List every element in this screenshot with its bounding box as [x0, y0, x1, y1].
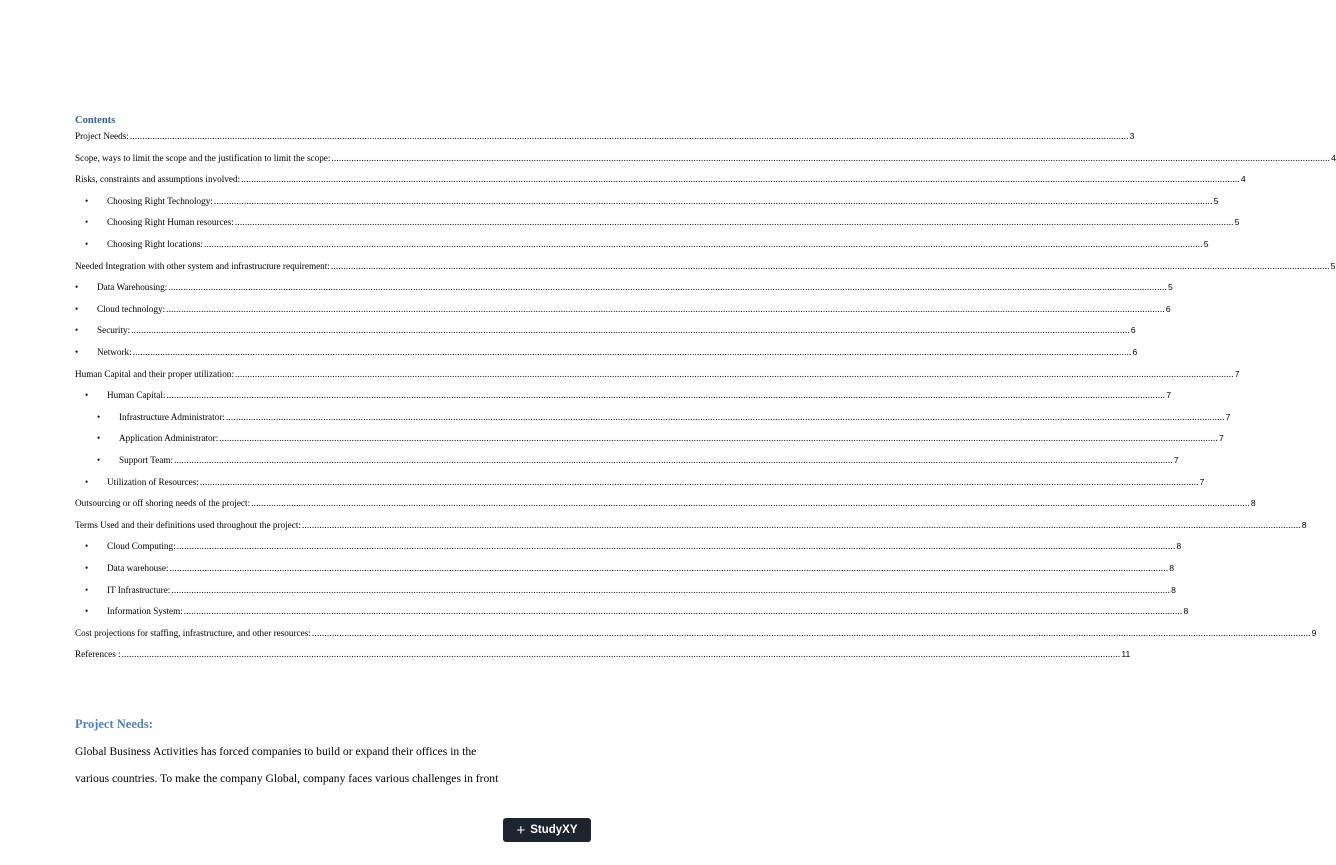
toc-leader-dots: ................................................................................................................................................................................................................................................................................................................................................................................................................ [166, 390, 1166, 401]
toc-entry[interactable] [75, 325, 1136, 336]
toc-entry-page: 8 [1169, 563, 1175, 573]
toc-leader-dots: ................................................................................................................................................................................................................................................................................................................................................................................................................ [132, 347, 1132, 357]
toc-entry-label: References : [75, 649, 121, 660]
toc-leader-dots: ................................................................................................................................................................................................................................................................................................................................................................................................................ [225, 411, 1225, 422]
toc-entry[interactable] [75, 519, 1307, 531]
toc-entry-label: Cloud Computing: [107, 541, 176, 552]
toc-entry-label: Data Warehousing: [97, 282, 168, 293]
toc-leader-dots: ................................................................................................................................................................................................................................................................................................................................................................................................................ [176, 541, 1176, 552]
toc-leader-dots: ................................................................................................................................................................................................................................................................................................................................................................................................................ [213, 195, 1213, 206]
toc-leader-dots: ................................................................................................................................................................................................................................................................................................................................................................................................................ [129, 131, 1129, 141]
toc-entry[interactable] [85, 606, 1189, 617]
toc-entry-page: 6 [1165, 303, 1171, 314]
bullet-icon: • [85, 217, 89, 228]
toc-entry-label: Infrastructure Administrator: [119, 411, 225, 422]
toc-leader-dots: ................................................................................................................................................................................................................................................................................................................................................................................................................ [174, 455, 1173, 465]
toc-entry[interactable] [75, 282, 1173, 293]
toc-entry-page: 6 [1132, 347, 1138, 357]
bullet-icon: • [75, 347, 79, 357]
toc-entry-label: Application Administrator: [119, 433, 219, 444]
toc-entry[interactable] [97, 455, 1179, 466]
toc-entry-label: Project Needs: [75, 131, 129, 141]
toc-entry[interactable] [85, 541, 1182, 552]
toc-entry[interactable] [85, 239, 1209, 250]
toc-entry-page: 5 [1168, 282, 1173, 293]
toc-leader-dots: ................................................................................................................................................................................................................................................................................................................................................................................................................ [183, 606, 1183, 617]
toc-entry[interactable] [75, 649, 1131, 660]
toc-entry[interactable] [97, 411, 1231, 423]
toc-leader-dots: ................................................................................................................................................................................................................................................................................................................................................................................................................ [169, 563, 1169, 573]
toc-entry-page: 5 [1203, 239, 1209, 249]
toc-entry[interactable] [75, 174, 1246, 185]
toc-entry[interactable] [97, 433, 1224, 444]
toc-entry-label: Terms Used and their definitions used throughout the project: [75, 519, 301, 530]
toc-entry[interactable] [75, 627, 1317, 639]
bullet-icon: • [85, 195, 89, 206]
toc-entry-label: Choosing Right locations: [107, 239, 203, 249]
bullet-icon: • [85, 476, 89, 487]
studyxy-badge[interactable] [503, 818, 591, 842]
toc-entry[interactable] [85, 563, 1175, 574]
toc-leader-dots: ................................................................................................................................................................................................................................................................................................................................................................................................................ [301, 519, 1301, 530]
toc-entry[interactable] [75, 368, 1240, 380]
toc-entry-page: 6 [1130, 325, 1136, 336]
toc-leader-dots: ................................................................................................................................................................................................................................................................................................................................................................................................................ [241, 174, 1240, 185]
toc-entry[interactable] [85, 584, 1176, 596]
toc-entry-label: Data warehouse: [107, 563, 169, 573]
bullet-icon: • [97, 455, 101, 465]
toc-entry[interactable] [85, 476, 1205, 488]
toc-entry-page: 8 [1183, 606, 1189, 617]
toc-leader-dots: ................................................................................................................................................................................................................................................................................................................................................................................................................ [331, 152, 1331, 163]
toc-entry-label: Risks, constraints and assumptions involved: [75, 174, 241, 185]
toc-entry-page: 7 [1166, 390, 1171, 401]
toc-entry[interactable] [75, 303, 1171, 315]
toc-entry-label: Choosing Right Human resources: [107, 217, 234, 228]
toc-leader-dots: ................................................................................................................................................................................................................................................................................................................................................................................................................ [121, 649, 1121, 660]
toc-entry-label: Support Team: [119, 455, 174, 465]
toc-leader-dots: ................................................................................................................................................................................................................................................................................................................................................................................................................ [234, 368, 1234, 379]
toc-leader-dots: ................................................................................................................................................................................................................................................................................................................................................................................................................ [311, 627, 1311, 638]
bullet-icon: • [85, 563, 89, 573]
section-heading: Project Needs: [75, 717, 153, 731]
bullet-icon: • [97, 411, 101, 422]
toc-entry-label: Network: [97, 347, 132, 357]
toc-entry-label: Information System: [107, 606, 183, 617]
bullet-icon: • [75, 282, 79, 293]
toc-entry-page: 3 [1129, 131, 1135, 141]
toc-entry-label: IT Infrastructure: [107, 584, 171, 595]
toc-entry[interactable] [85, 390, 1171, 401]
toc-entry-page: 7 [1225, 411, 1231, 422]
toc-entry-page: 4 [1240, 174, 1246, 185]
bullet-icon: • [97, 433, 101, 444]
toc-entry-label: Cost projections for staffing, infrastructure, and other resources: [75, 627, 311, 638]
toc-entry[interactable] [75, 498, 1256, 509]
toc-entry-page: 5 [1234, 217, 1240, 228]
toc-entry-label: Outsourcing or off shoring needs of the project: [75, 498, 251, 509]
toc-entry[interactable] [85, 217, 1240, 228]
toc-leader-dots: ................................................................................................................................................................................................................................................................................................................................................................................................................ [131, 325, 1130, 336]
toc-entry-page: 5 [1330, 260, 1336, 271]
toc-entry-label: Security: [97, 325, 131, 336]
bullet-icon: • [85, 390, 89, 401]
toc-leader-dots: ................................................................................................................................................................................................................................................................................................................................................................................................................ [251, 498, 1250, 509]
toc-entry-page: 4 [1331, 152, 1336, 163]
toc-entry-page: 7 [1219, 433, 1224, 444]
bullet-icon: • [85, 606, 89, 617]
plus-icon: + [516, 821, 526, 839]
toc-entry-page: 7 [1173, 455, 1179, 465]
toc-entry-label: Cloud technology: [97, 303, 166, 314]
toc-entry-label: Human Capital: [107, 390, 166, 401]
toc-entry-page: 8 [1250, 498, 1256, 509]
toc-entry-label: Human Capital and their proper utilization: [75, 368, 234, 379]
toc-entry-label: Scope, ways to limit the scope and the justification to limit the scope: [75, 152, 331, 163]
toc-leader-dots: ................................................................................................................................................................................................................................................................................................................................................................................................................ [203, 239, 1203, 249]
toc-leader-dots: ................................................................................................................................................................................................................................................................................................................................................................................................................ [171, 584, 1171, 595]
paragraph-line: Global Business Activities has forced companies to build or expand their offices in the [75, 745, 477, 758]
toc-leader-dots: ................................................................................................................................................................................................................................................................................................................................................................................................................ [199, 476, 1199, 487]
bullet-icon: • [75, 325, 79, 336]
toc-entry[interactable] [75, 152, 1336, 164]
bullet-icon: • [85, 584, 89, 595]
toc-leader-dots: ................................................................................................................................................................................................................................................................................................................................................................................................................ [330, 260, 1330, 271]
toc-entry-label: Utilization of Resources: [107, 476, 199, 487]
toc-leader-dots: ................................................................................................................................................................................................................................................................................................................................................................................................................ [168, 282, 1168, 293]
contents-heading: Contents [75, 115, 116, 126]
toc-entry-page: 7 [1199, 476, 1205, 487]
toc-entry-page: 8 [1171, 584, 1176, 595]
bullet-icon: • [85, 541, 89, 552]
toc-entry-page: 7 [1234, 368, 1240, 379]
toc-entry-label: Choosing Right Technology: [107, 195, 213, 206]
toc-entry-label: Needed Integration with other system and infrastructure requirement: [75, 260, 330, 271]
toc-entry-page: 8 [1301, 519, 1307, 530]
toc-entry-page: 11 [1121, 649, 1131, 660]
bullet-icon: • [85, 239, 89, 249]
toc-leader-dots: ................................................................................................................................................................................................................................................................................................................................................................................................................ [166, 303, 1165, 314]
toc-entry-page: 8 [1176, 541, 1182, 552]
toc-leader-dots: ................................................................................................................................................................................................................................................................................................................................................................................................................ [219, 433, 1219, 444]
badge-label: StudyXY [530, 824, 578, 836]
toc-entry[interactable] [75, 131, 1135, 142]
toc-entry[interactable] [85, 195, 1219, 207]
toc-entry-page: 9 [1311, 627, 1317, 638]
bullet-icon: • [75, 303, 79, 314]
paragraph-line: various countries. To make the company Global, company faces various challenges in front [75, 772, 499, 785]
toc-entry[interactable] [75, 260, 1336, 272]
toc-entry[interactable] [75, 347, 1138, 358]
toc-entry-page: 5 [1213, 195, 1219, 206]
toc-leader-dots: ................................................................................................................................................................................................................................................................................................................................................................................................................ [234, 217, 1234, 228]
